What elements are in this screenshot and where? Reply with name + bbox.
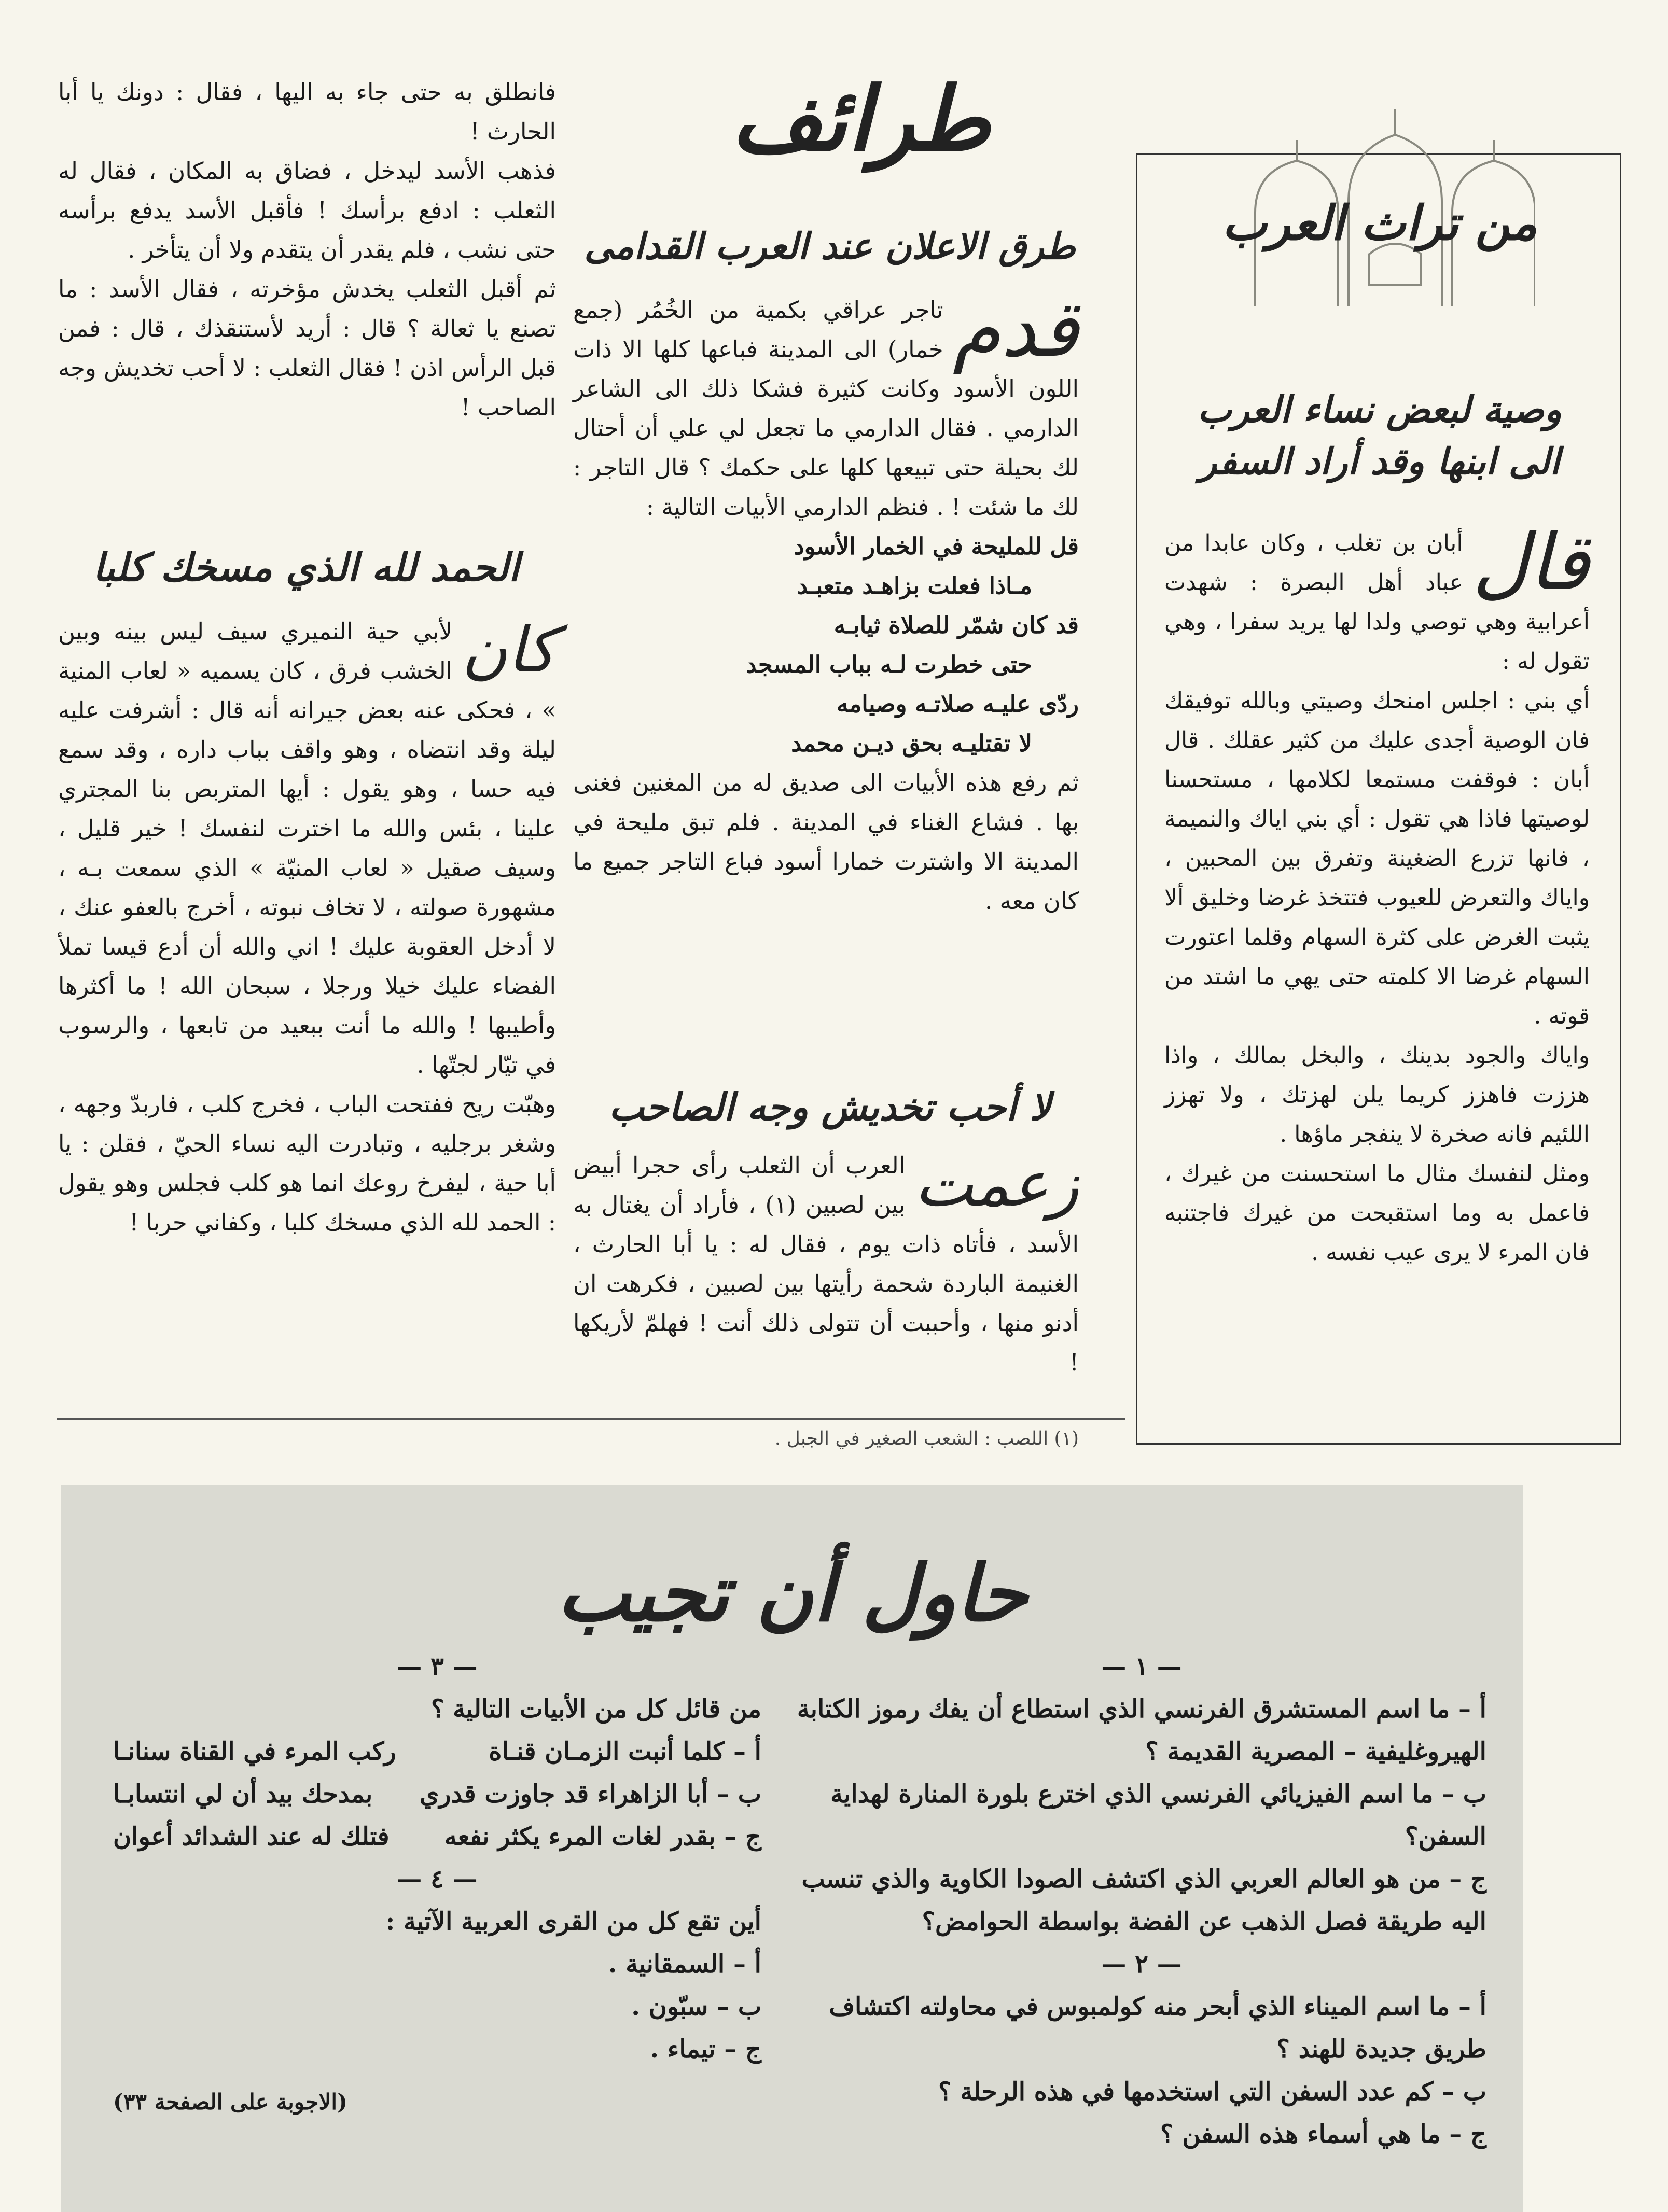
abu-hayya-paragraph: لأبي حية النميري سيف ليس بينه وبين الخشب فرق ، كان يسميه « لعاب المنية » ، فحكى عنه بعض جيرانه أنه قال : أشرفت عليه ليلة وقد انتضاه ، وهو واقف بباب داره ، وقد سمع فيه حسا ، وهو يقول : أيها المتربص بنا المجتري علينا ، بئس والله ما اخترت لنفسك ! خير قليل ، وسيف صقيل « لعاب المنيّة » الذي سمعت بـه ، مشهورة صولته ، لا تخاف نبوته ، أخرج بالعفو عنك ، لا أدخل العقوبة عليك ! اني والله أن أدع قيسا تملأ الفضاء عليك خيلا ورجلا ، سبحان الله ! ما أكثرها وأطيبها ! والله ما أنت ببعيد من تابعها ، والرسوب في تيّار لجتّها . xyxy=(58,618,556,1079)
quiz-item: أ – السمقانية . xyxy=(608,1950,761,1979)
verse-first-half: ج – بقدر لغات المرء يكثر نفعه xyxy=(444,1822,761,1851)
quiz-right-column xyxy=(797,1645,1486,2155)
taraef-title: طرائف xyxy=(731,67,991,171)
verse-line: مـاذا فعلت بزاهـد متعبـد xyxy=(797,572,1032,599)
verse-line: لا تقتليـه بحق ديـن محمد xyxy=(791,730,1032,757)
verse-row xyxy=(113,1815,761,1858)
fox-section-title: لا أحب تخديش وجه الصاحب xyxy=(608,1085,1051,1129)
verse-first-half: أ – كلما أنبت الزمـان قنـاة xyxy=(489,1737,761,1766)
quiz-question: ج – من هو العالم العربي الذي اكتشف الصودا الكاوية والذي تنسب اليه طريقة فصل الذهب عن الفضة بواسطة الحوامض؟ xyxy=(801,1865,1486,1936)
heritage-dropcap: قال xyxy=(1472,517,1590,608)
abu-hayya-section-title: الحمد لله الذي مسخك كلبا xyxy=(92,545,520,590)
fox-text xyxy=(573,1146,1079,1382)
abu-hayya-paragraph: وهبّت ريح ففتحت الباب ، فخرج كلب ، فاربدّ وجهه ، وشغر برجليه ، وتبادرت اليه نساء الحيّ ، فقلن : يا أبا حية ، ليفرخ روعك انما هو كلب فجلس وهو يقول : الحمد لله الذي مسخك كلبا ، وكفاني حربا ! xyxy=(58,1090,556,1236)
heritage-paragraph: أبان بن تغلب ، وكان عابدا من عباد أهل البصرة : شهدت أعرابية وهي توصي ولدا لها يريد سفرا ، وهي تقول له : xyxy=(1164,530,1590,675)
left-column-text xyxy=(58,73,556,427)
heritage-paragraph: أي بني : اجلس امنحك وصيتي وبالله توفيقك فان الوصية أجدى عليك من كثير عقلك . قال أبان : فوقفت مستمعا لكلامها ، مستحسنا لوصيتها فاذا هي تقول : أي بني اياك والنميمة ، فانها تزرع الضغينة وتفرق بين المحبين ، واياك والتعرض للعيوب فتتخذ غرضا وخليق ألا يثبت الغرض على كثرة السهام وقلما اعتورت السهام غرضا الا كلمته حتى يهي ما اشتد من قوته . xyxy=(1164,688,1590,1029)
quiz-section-3-head: — ٣ — xyxy=(397,1652,478,1681)
quiz-panel xyxy=(61,1485,1523,2212)
answers-note: (الاجوبة على الصفحة ٣٣) xyxy=(113,2089,348,2115)
quiz-section-1-head: — ١ — xyxy=(1101,1652,1182,1681)
taraef-section-title: طرق الاعلان عند العرب القدامى xyxy=(584,225,1076,268)
verse-second-half: فتلك له عند الشدائد أعوان xyxy=(113,1822,390,1851)
verse-line: ردّى عليـه صلاتـه وصيامه xyxy=(837,690,1079,718)
quiz-title: حاول أن تجيب xyxy=(557,1548,1028,1639)
fox-paragraph: فانطلق به حتى جاء به اليها ، فقال : دونك يا أبا الحارث ! xyxy=(58,78,556,145)
fox-paragraph: ثم أقبل الثعلب يخدش مؤخرته ، فقال الأسد : ما تصنع يا ثعالة ؟ قال : أريد لأستنقذك ، قال : فمن قبل الرأس اذن ! فقال الثعلب : لا أحب تخديش وجه الصاحب ! xyxy=(58,275,556,421)
quiz-question: أ – ما اسم الميناء الذي أبحر منه كولمبوس في محاولته اكتشاف طريق جديدة للهند ؟ xyxy=(829,1992,1486,2064)
fox-paragraph: فذهب الأسد ليدخل ، فضاق به المكان ، فقال له الثعلب : ادفع برأسك ! فأقبل الأسد يدفع برأسه حتى نشب ، فلم يقدر أن يتقدم ولا أن يتأخر . xyxy=(58,157,556,263)
quiz-intro: أين تقع كل من القرى العربية الآتية : xyxy=(385,1907,761,1936)
heritage-subtitle-2: الى ابنها وقد أراد السفر xyxy=(1199,440,1560,483)
verse-line: قد كان شمّر للصلاة ثيابـه xyxy=(833,611,1079,639)
quiz-intro: من قائل كل من الأبيات التالية ؟ xyxy=(430,1695,761,1724)
fox-paragraph: العرب أن الثعلب رأى حجرا أبيض بين لصبين (١) ، فأراد أن يغتال به الأسد ، فأتاه ذات يوم ، فقال له : يا أبا الحارث ، الغنيمة الباردة شحمة رأيتها بين لصبين ، فكرهت ان أدنو منها ، وأحببت أن تتولى ذلك أنت ! فهلمّ لأريكها ! xyxy=(573,1152,1079,1376)
heritage-subtitle-1: وصية لبعض نساء العرب xyxy=(1197,388,1562,431)
verse-first-half: ب – أبا الزاهراء قد جاوزت قدري xyxy=(419,1780,761,1809)
verse-line: قل للمليحة في الخمار الأسود xyxy=(794,533,1079,560)
quiz-section-4-head: — ٤ — xyxy=(397,1865,478,1894)
heritage-text xyxy=(1164,517,1590,1272)
taraef-text xyxy=(573,284,1079,921)
quiz-question: ج – ما هي أسماء هذه السفن ؟ xyxy=(1160,2120,1486,2149)
taraef-paragraph: ثم رفع هذه الأبيات الى صديق له من المغنين فغنى بها . فشاع الغناء في المدينة . فلم تبق مليحة في المدينة الا واشترت خمارا أسود فباع التاجر جميع ما كان معه . xyxy=(573,769,1079,915)
heritage-paragraph: واياك والجود بدينك ، والبخل بمالك ، واذا هززت فاهزز كريما يلن لهزتك ، ولا تهزز اللئيم فانه صخرة لا ينفجر ماؤها . xyxy=(1164,1042,1590,1147)
quiz-item: ب – سبّون . xyxy=(631,1992,761,2021)
quiz-question: ب – ما اسم الفيزيائي الفرنسي الذي اخترع بلورة المنارة لهداية السفن؟ xyxy=(830,1780,1486,1851)
taraef-paragraph: تاجر عراقي بكمية من الخُمُر (جمع خمار) الى المدينة فباعها كلها الا ذات اللون الأسود وكانت كثيرة فشكا ذلك الى الشاعر الدارمي . فقال الدارمي ما تجعل لي علي أن أحتال لك بحيلة حتى تبيعها كلها على حكمك ؟ قال التاجر : لك ما شئت ! . فنظم الدارمي الأبيات التالية : xyxy=(573,296,1079,521)
quiz-item: ج – تيماء . xyxy=(650,2035,761,2064)
footnote: (١) اللصب : الشعب الصغير في الجبل . xyxy=(774,1428,1079,1449)
abu-hayya-text xyxy=(58,612,556,1242)
fox-dropcap: زعمت xyxy=(914,1149,1079,1221)
verse-second-half: بمدحك بيد أن لي انتسابـا xyxy=(113,1780,373,1809)
verse-row xyxy=(113,1773,761,1815)
verse-second-half: ركب المرء في القناة سنانـا xyxy=(113,1737,396,1766)
footnote-rule xyxy=(57,1418,1125,1420)
verse-line: حتى خطرت لـه بباب المسجد xyxy=(746,651,1032,678)
heritage-paragraph: ومثل لنفسك مثال ما استحسنت من غيرك ، فاعمل به وما استقبحت من غيرك فاجتنبه فان المرء لا يرى عيب نفسه . xyxy=(1164,1160,1590,1266)
quiz-question: أ – ما اسم المستشرق الفرنسي الذي استطاع أن يفك رموز الكتابة الهيروغليفية – المصرية القديمة ؟ xyxy=(797,1695,1486,1766)
taraef-dropcap: قدم xyxy=(952,284,1079,374)
quiz-question: ب – كم عدد السفن التي استخدمها في هذه الرحلة ؟ xyxy=(938,2077,1486,2106)
verse-row xyxy=(113,1730,761,1773)
quiz-left-column xyxy=(113,1645,761,2070)
quiz-section-2-head: — ٢ — xyxy=(1101,1950,1182,1979)
abu-hayya-dropcap: كان xyxy=(462,614,556,687)
heritage-header: من تراث العرب xyxy=(1222,195,1537,251)
